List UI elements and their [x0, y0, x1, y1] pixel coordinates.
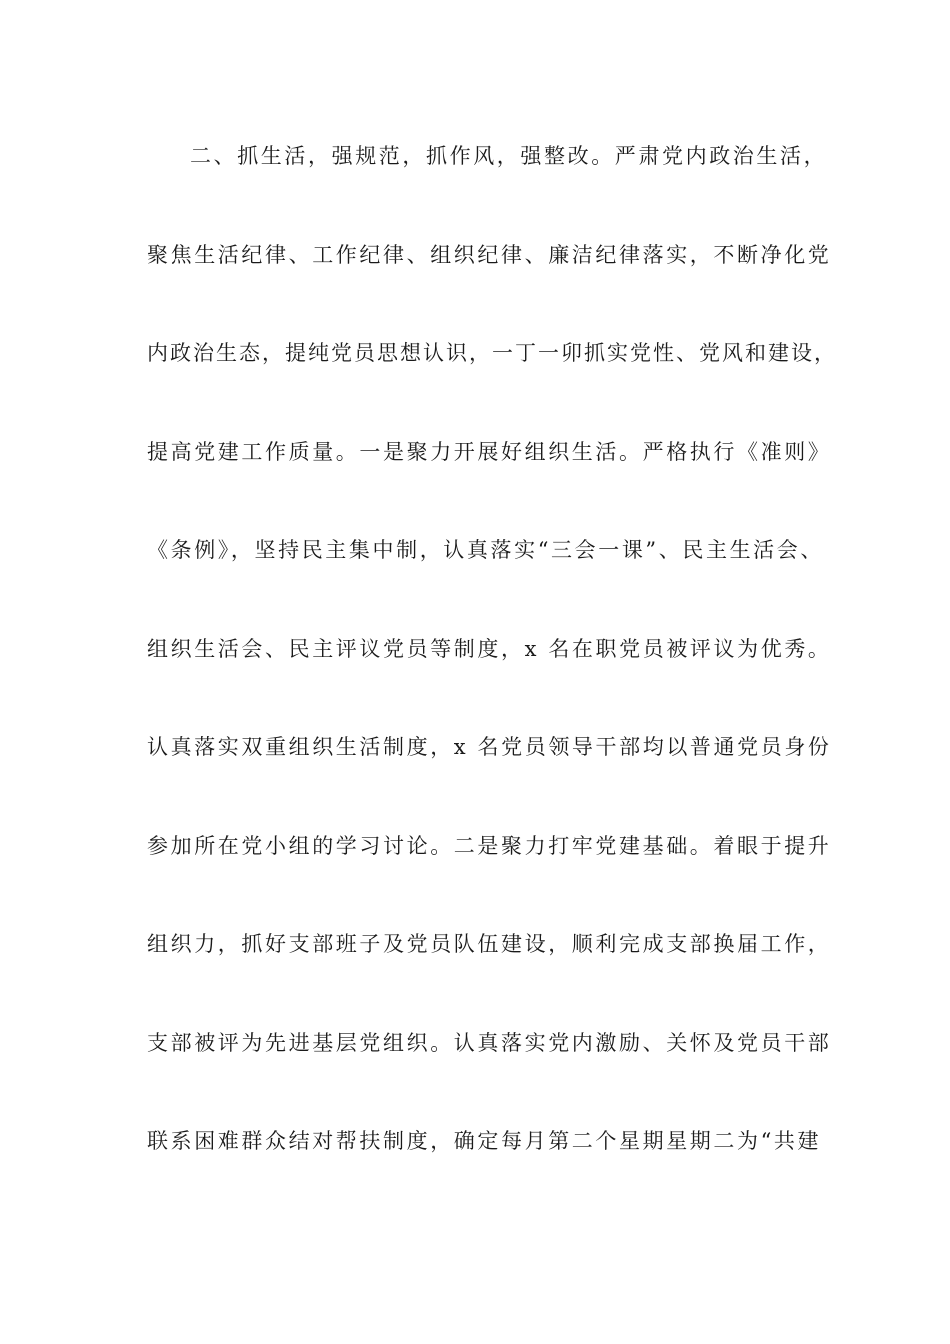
paragraph-line-1: 二、抓生活，强规范，抓作风，强整改。严肃党内政治生活，	[190, 144, 828, 168]
paragraph-line-9: 组织力，抓好支部班子及党员队伍建设，顺利完成支部换届工作，	[147, 932, 832, 956]
paragraph-line-4: 提高党建工作质量。一是聚力开展好组织生活。严格执行《准则》	[147, 439, 832, 464]
paragraph-line-3: 内政治生态，提纯党员思想认识，一丁一卯抓实党性、党风和建设，	[147, 341, 837, 365]
paragraph-line-8: 参加所在党小组的学习讨论。二是聚力打牢党建基础。着眼于提升	[147, 833, 832, 858]
paragraph-line-10: 支部被评为先进基层党组织。认真落实党内激励、关怀及党员干部	[147, 1030, 832, 1055]
paragraph-line-5: 《条例》，坚持民主集中制，认真落实“三会一课”、民主生活会、	[147, 538, 824, 562]
paragraph-line-6: 组织生活会、民主评议党员等制度，x 名在职党员被评议为优秀。	[147, 636, 832, 661]
paragraph-line-7: 认真落实双重组织生活制度，x 名党员领导干部均以普通党员身份	[147, 735, 832, 759]
body-paragraph	[147, 132, 837, 1216]
paragraph-line-11: 联系困难群众结对帮扶制度，确定每月第二个星期星期二为“共建	[147, 1129, 822, 1153]
paragraph-line-2: 聚焦生活纪律、工作纪律、组织纪律、廉洁纪律落实，不断净化党	[147, 242, 832, 267]
